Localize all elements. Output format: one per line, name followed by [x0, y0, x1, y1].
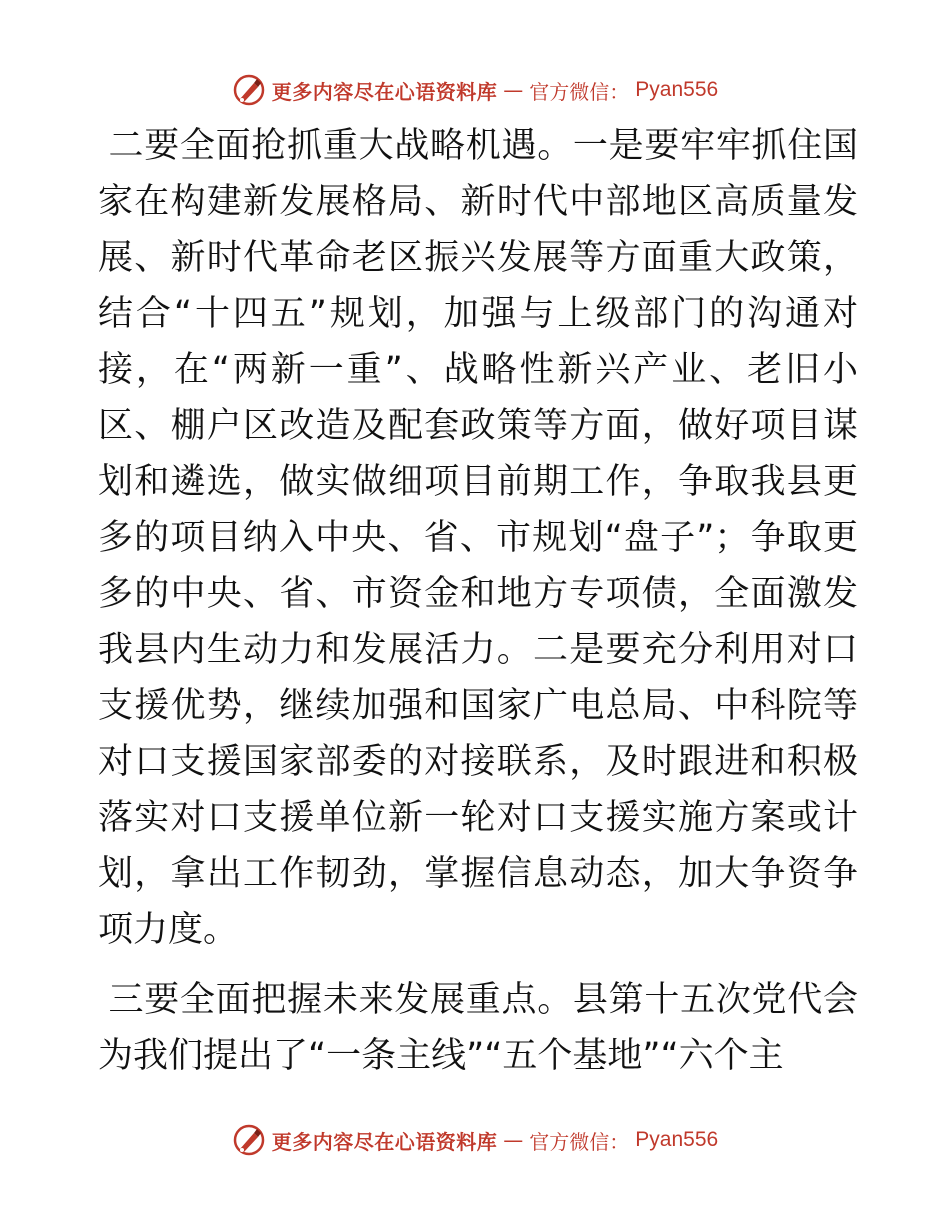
banner-separator: — — [503, 78, 524, 102]
paragraph-strategic-opportunities: 二要全面抢抓重大战略机遇。一是要牢牢抓住国家在构建新发展格局、新时代中部地区高质量发展、新时代革命老区振兴发展等方面重大政策，结合“十四五”规划，加强与上级部门的沟通对接，在“两新一重”、战略性新兴产业、老旧小区、棚户区改造及配套政策等方面，做好项目谋划和遴选，做实做细项目前期工作，争取我县更多的项目纳入中央、省、市规划“盘子”；争取更多的中央、省、市资金和地方专项债，全面激发我县内生动力和发展活力。二是要充分利用对口支援优势，继续加强和国家广电总局、中科院等对口支援国家部委的对接联系，及时跟进和积极落实对口支援单位新一轮对口支援实施方案或计划，拿出工作韧劲，掌握信息动态，加大争资争项力度。 — [98, 126, 858, 950]
banner-wechat-label: 官方微信： — [529, 1129, 630, 1154]
pen-logo-icon — [232, 1123, 266, 1157]
banner-wechat-id: Pyan556 — [635, 78, 719, 101]
footer-banner — [0, 1120, 950, 1160]
banner-wechat-label: 官方微信： — [529, 79, 630, 104]
banner-text: 更多内容尽在心语资料库 — [271, 1129, 498, 1154]
banner-separator: — — [503, 1128, 524, 1152]
header-banner — [0, 70, 950, 110]
document-body — [98, 118, 858, 1084]
paragraph-development-priorities: 三要全面把握未来发展重点。县第十五次党代会为我们提出了“一条主线”“五个基地”“六个主 — [98, 980, 858, 1076]
pen-logo-icon — [232, 73, 266, 107]
banner-wechat-id: Pyan556 — [635, 1128, 719, 1151]
banner-text: 更多内容尽在心语资料库 — [271, 79, 498, 104]
